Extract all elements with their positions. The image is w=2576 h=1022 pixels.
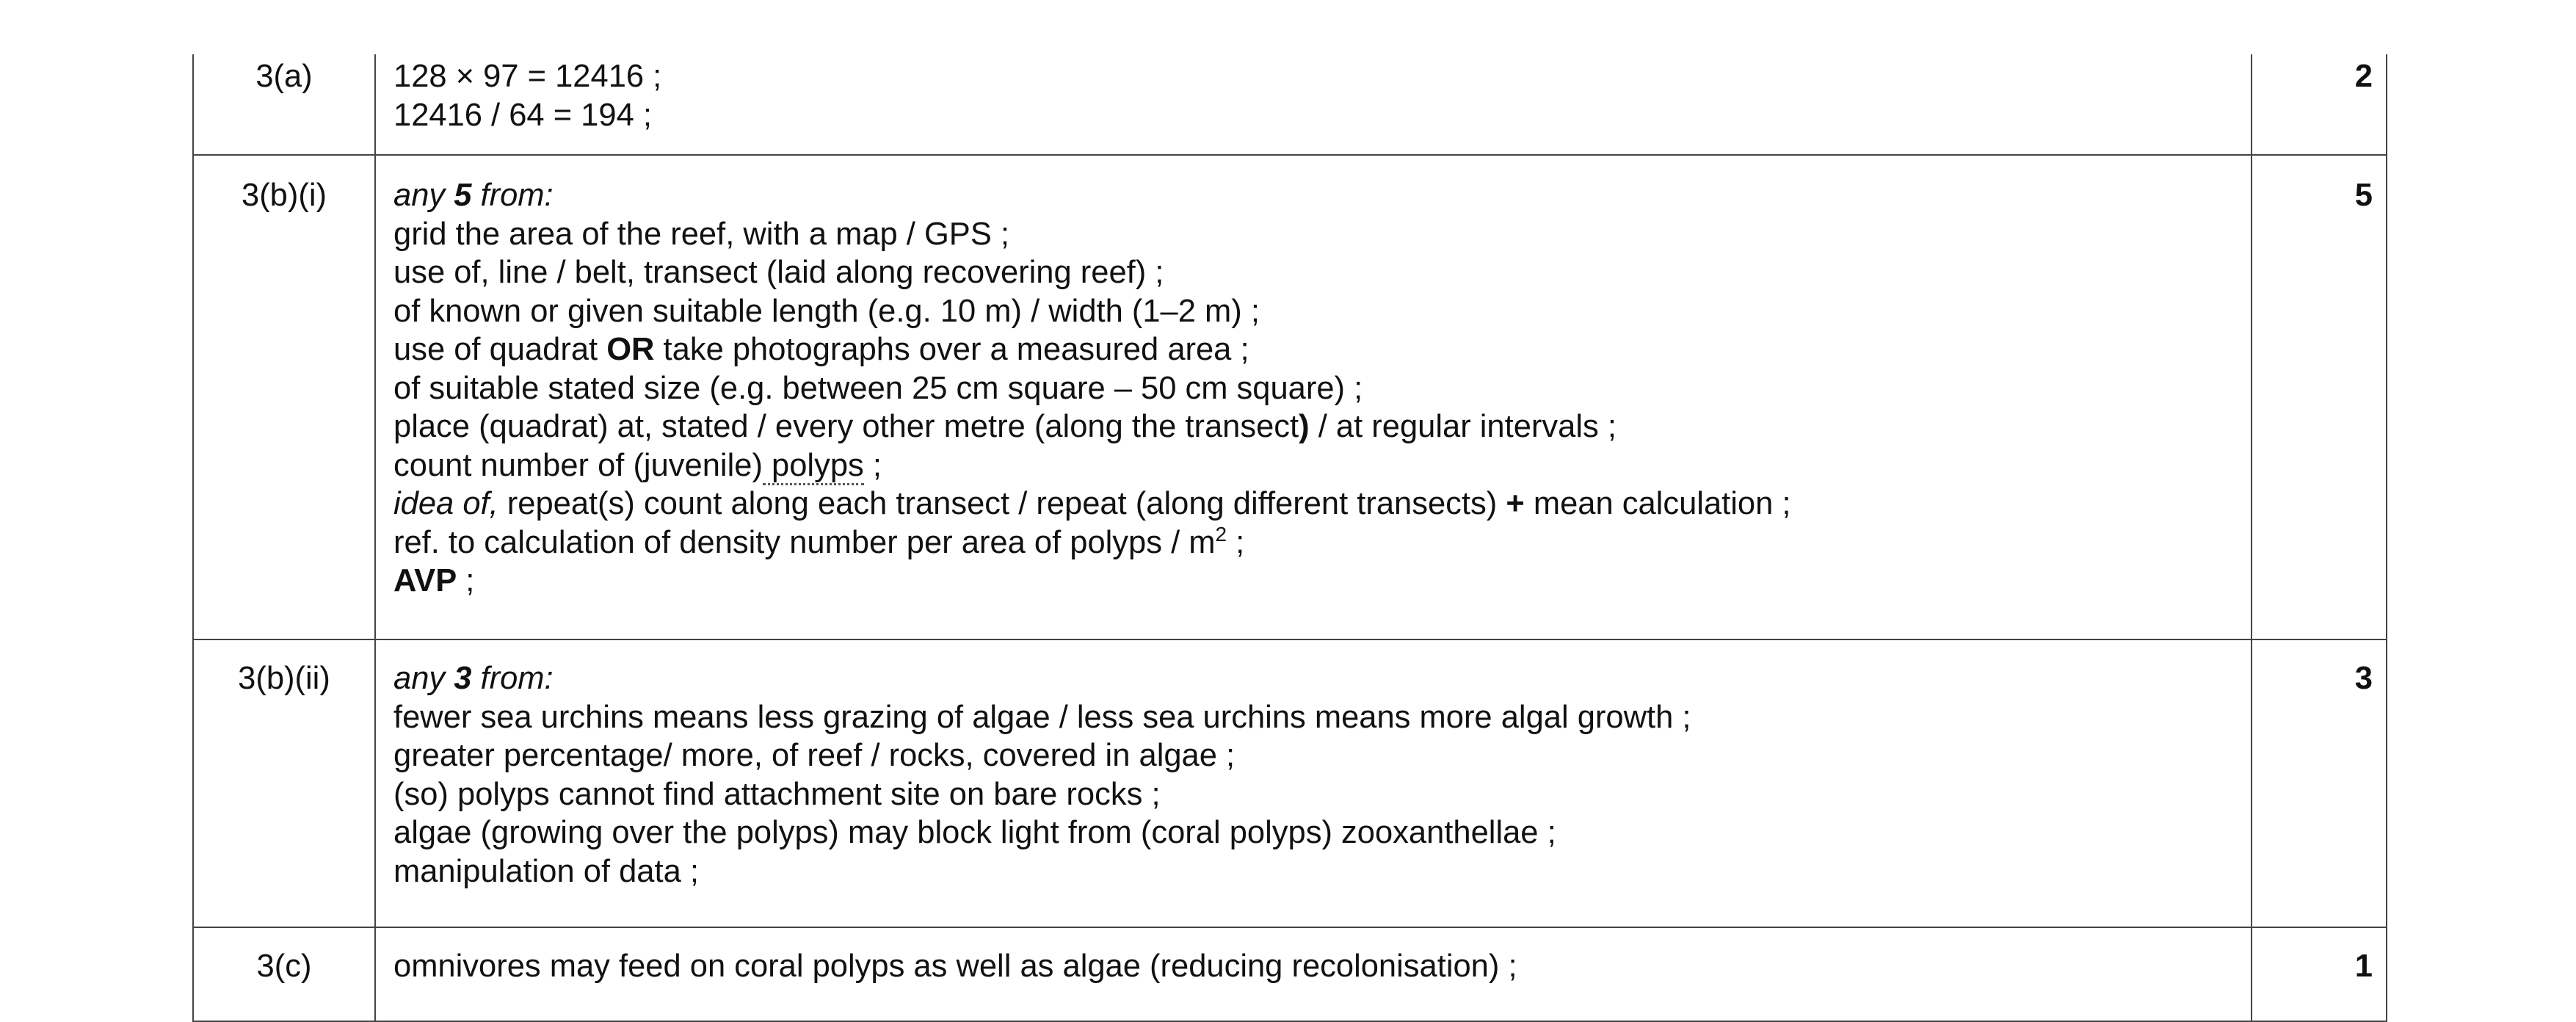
answer-line: of suitable stated size (e.g. between 25 cm square – 50 cm square) ; bbox=[393, 370, 1363, 406]
header-count: 3 bbox=[454, 661, 472, 696]
header-count: 5 bbox=[454, 178, 472, 213]
answer-line: fewer sea urchins means less grazing of algae / less sea urchins means more algal growth ; bbox=[393, 699, 1691, 735]
answer-cell bbox=[375, 54, 2252, 155]
answer-line: place (quadrat) at, stated / every other metre (along the transect) / at regular intervals ; bbox=[393, 409, 1617, 444]
answer-header bbox=[393, 659, 2236, 698]
answer-line: (so) polyps cannot find attachment site on bare rocks ; bbox=[393, 776, 1161, 812]
marks-cell: 1 bbox=[2252, 927, 2387, 1021]
table-row bbox=[193, 54, 2387, 155]
answer-line: omnivores may feed on coral polyps as well as algae (reducing recolonisation) ; bbox=[393, 949, 1517, 984]
answer-line: ref. to calculation of density number per area of polyps / $m^2$ ; bbox=[393, 522, 1245, 560]
answer-line: 12416 / 64 = 194 ; bbox=[393, 97, 652, 133]
table-row bbox=[193, 927, 2387, 1021]
dotted-underline: polyps bbox=[763, 448, 864, 485]
marks-cell: 5 bbox=[2252, 155, 2387, 639]
answer-header bbox=[393, 176, 2236, 215]
header-text: any bbox=[393, 661, 454, 696]
answer-line: manipulation of data ; bbox=[393, 853, 699, 889]
header-text: any bbox=[393, 178, 454, 213]
question-number: 3(a) bbox=[193, 54, 375, 155]
answer-cell bbox=[375, 639, 2252, 927]
marks-cell: 2 bbox=[2252, 54, 2387, 155]
answer-line: AVP ; bbox=[393, 563, 475, 598]
marks-cell: 3 bbox=[2252, 639, 2387, 927]
answer-line: idea of, repeat(s) count along each transect / repeat (along different transects) + mean calculation ; bbox=[393, 486, 1791, 521]
answer-line: of known or given suitable length (e.g. 10 m) / width (1–2 m) ; bbox=[393, 293, 1260, 329]
answer-line: use of quadrat OR take photographs over a measured area ; bbox=[393, 332, 1249, 367]
answer-cell bbox=[375, 155, 2252, 639]
answer-line: algae (growing over the polyps) may block light from (coral polyps) zooxanthellae ; bbox=[393, 815, 1556, 850]
answer-line: greater percentage/ more, of reef / rocks, covered in algae ; bbox=[393, 738, 1236, 773]
table-row bbox=[193, 639, 2387, 927]
answer-line: grid the area of the reef, with a map / GPS ; bbox=[393, 216, 1010, 252]
answer-line: 128 × 97 = 12416 ; bbox=[393, 59, 662, 94]
question-number: 3(c) bbox=[193, 927, 375, 1021]
header-text: from: bbox=[471, 178, 554, 213]
table-row bbox=[193, 155, 2387, 639]
question-number: 3(b)(ii) bbox=[193, 639, 375, 927]
question-number: 3(b)(i) bbox=[193, 155, 375, 639]
answer-line: use of, line / belt, transect (laid along recovering reef) ; bbox=[393, 255, 1164, 290]
answer-cell bbox=[375, 927, 2252, 1021]
header-text: from: bbox=[471, 661, 554, 696]
mark-scheme-table bbox=[192, 54, 2387, 1022]
answer-line: count number of (juvenile) polyps ; bbox=[393, 446, 2236, 485]
